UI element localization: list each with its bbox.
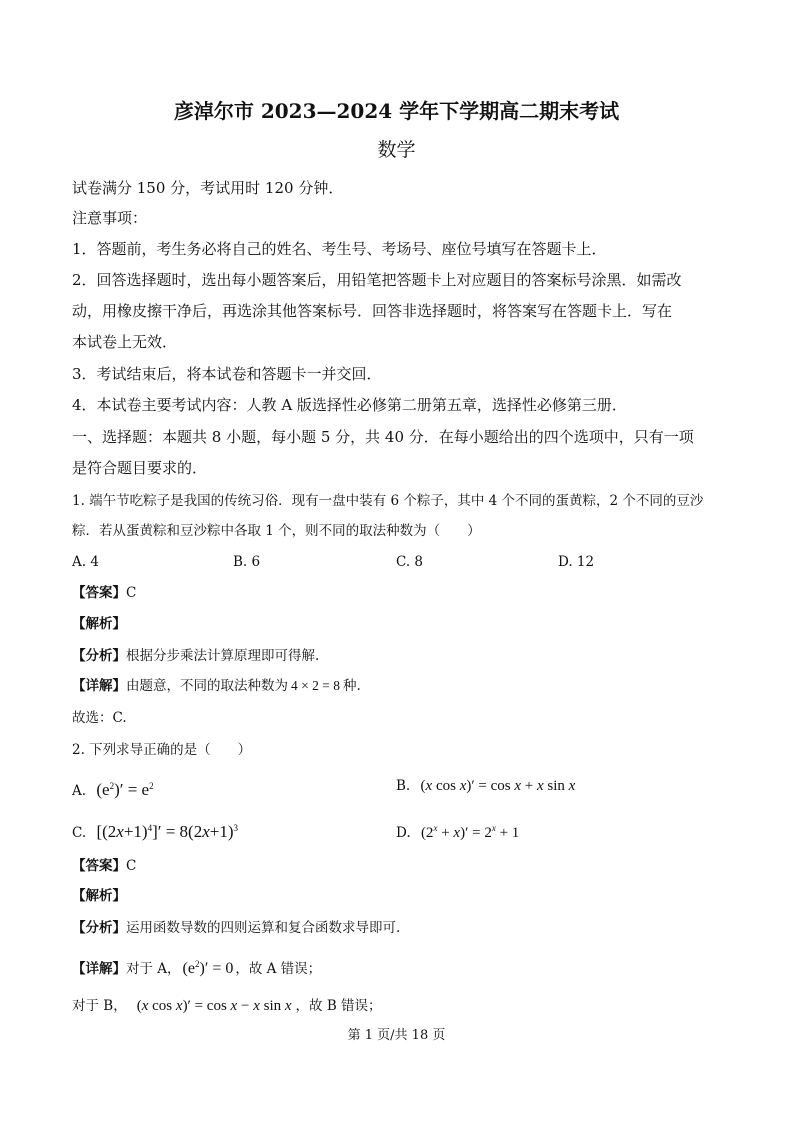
- detail-tag: 【详解】: [72, 678, 126, 694]
- q2-option-c-formula: $[(2x+1)^4]' = 8(2x+1)^3$: [96, 822, 238, 841]
- detail-b-text-end: ，故 B 错误；: [295, 998, 382, 1014]
- answer-tag: 【答案】: [72, 585, 126, 601]
- detail-a-text: 对于 A，: [126, 961, 181, 977]
- note-2-end: 本试卷上无效．: [72, 333, 178, 351]
- fenxi-text: 运用函数导数的四则运算和复合函数求导即可.: [126, 920, 401, 936]
- fenxi-text: 根据分步乘法计算原理即可得解.: [126, 648, 320, 664]
- detail-math: 4 × 2 = 8: [291, 678, 340, 693]
- score-line: 试卷满分 150 分，考试用时 120 分钟．: [72, 179, 344, 197]
- detail-b-text: 对于 B，: [72, 998, 127, 1014]
- detail-text: 由题意，不同的取法种数为: [126, 678, 288, 694]
- q2-option-c: [72, 818, 238, 843]
- q1-detail: [72, 676, 361, 696]
- q1-conclusion: 故选：C.: [72, 710, 127, 726]
- q2-option-c-label: C.: [72, 825, 87, 841]
- note-1: 1．答题前，考生务必将自己的姓名、考生号、考场号、座位号填写在答题卡上．: [72, 240, 607, 258]
- note-2-cont: 动，用橡皮擦干净后，再选涂其他答案标号．回答非选择题时，将答案写在答题卡上．写在: [72, 302, 673, 320]
- q2-option-b-formula: (x cos x)′ = cos x + x sin x: [420, 778, 576, 794]
- q2-detail-b: [72, 996, 382, 1016]
- exam-title: 彦淖尔市 2023—2024 学年下学期高二期末考试: [173, 99, 620, 123]
- detail-a-formula: $(e^2)' = 0$: [182, 959, 234, 977]
- q1-option-d: D. 12: [558, 554, 595, 570]
- q1-stem: 1. 端午节吃粽子是我国的传统习俗．现有一盘中装有 6 个粽子，其中 4 个不同的蛋黄粽，2 个不同的豆沙: [72, 493, 704, 509]
- q2-option-a: [72, 776, 154, 801]
- detail-tag: 【详解】: [72, 961, 126, 977]
- note-4: 4．本试卷主要考试内容：人教 A 版选择性必修第二册第五章，选择性必修第三册．: [72, 396, 627, 414]
- note-3: 3．考试结束后，将本试卷和答题卡一并交回．: [72, 365, 382, 383]
- q1-option-a: A. 4: [72, 554, 99, 570]
- q2-option-d-formula: $(2^x + x)' = 2^x + 1$: [420, 823, 520, 841]
- answer-tag: 【答案】: [72, 858, 126, 874]
- section-heading-cont: 是符合题目要求的．: [72, 459, 208, 477]
- q2-analysis-tag: 【解析】: [72, 888, 126, 904]
- q2-option-d-label: D.: [396, 825, 411, 841]
- q2-option-b-label: B.: [396, 778, 411, 794]
- q1-fenxi: [72, 646, 319, 666]
- q2-option-a-label: A.: [72, 783, 87, 799]
- answer-value: C: [126, 858, 137, 874]
- q2-option-d: [396, 818, 519, 843]
- q2-fenxi: [72, 918, 400, 938]
- detail-b-formula: (x cos x)′ = cos x − x sin x: [136, 998, 292, 1014]
- q1-stem-cont: 粽．若从蛋黄粽和豆沙粽中各取 1 个，则不同的取法种数为（ ）: [72, 523, 481, 539]
- fenxi-tag: 【分析】: [72, 648, 126, 664]
- q2-detail-a: [72, 954, 321, 979]
- q2-option-b: [396, 776, 575, 796]
- q1-option-b: B. 6: [233, 554, 261, 570]
- section-heading: 一、选择题：本题共 8 小题，每小题 5 分，共 40 分．在每小题给出的四个选项中，只有一项: [72, 428, 694, 446]
- detail-a-text-end: ，故 A 错误；: [235, 961, 322, 977]
- notes-title: 注意事项：: [72, 209, 148, 227]
- answer-value: C: [126, 585, 137, 601]
- note-2: 2．回答选择题时，选出每小题答案后，用铅笔把答题卡上对应题目的答案标号涂黑．如需改: [72, 271, 682, 289]
- q1-option-c: C. 8: [396, 554, 424, 570]
- detail-text-end: 种.: [342, 678, 361, 694]
- fenxi-tag: 【分析】: [72, 920, 126, 936]
- q1-answer: [72, 583, 136, 603]
- q2-option-a-formula: $(e^2)' = e^2$: [96, 780, 154, 799]
- subject-title: 数学: [377, 139, 416, 161]
- q2-answer: [72, 856, 136, 876]
- page-footer: 第 1 页/共 18 页: [347, 1028, 446, 1043]
- q2-stem: 2. 下列求导正确的是（ ）: [72, 742, 252, 758]
- q1-analysis-tag: 【解析】: [72, 616, 126, 632]
